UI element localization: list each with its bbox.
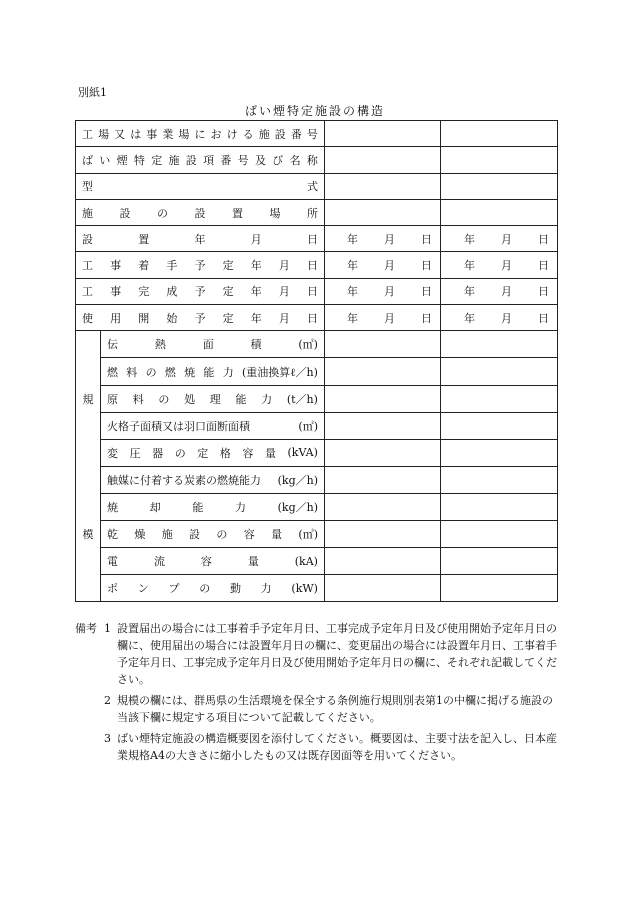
scale-value-field-1[interactable] <box>325 521 441 548</box>
label-char: 燥 <box>134 528 146 542</box>
label-char: 煙 <box>116 153 128 167</box>
scale-item-label <box>107 580 318 596</box>
label-char: び <box>272 153 284 167</box>
scale-value-field-2[interactable] <box>441 358 558 385</box>
date-unit-year: 年 <box>464 311 475 325</box>
label-char: 量 <box>264 446 276 460</box>
date-unit-day: 日 <box>538 232 549 246</box>
date-field-2[interactable] <box>441 252 558 278</box>
scale-value-field-1[interactable] <box>325 331 441 358</box>
label-char: 設 <box>274 127 286 141</box>
label-char: 予 <box>194 285 206 299</box>
label-char: 能 <box>203 365 215 379</box>
note-item <box>75 620 560 688</box>
label-char: 量 <box>271 528 283 542</box>
label-char: 年 <box>250 311 262 325</box>
scale-row <box>76 575 558 602</box>
label-char: 場 <box>269 206 281 220</box>
date-row-label <box>82 257 318 273</box>
scale-row <box>76 385 558 412</box>
row-facility-number <box>76 121 558 147</box>
unit-label: (kg／h) <box>277 473 318 487</box>
label-char: の <box>199 582 211 596</box>
date-unit-day: 日 <box>538 285 549 299</box>
label-char: 工 <box>82 259 93 273</box>
scale-item-label <box>107 391 318 407</box>
label-char: 番 <box>290 127 302 141</box>
location-field-1[interactable] <box>325 199 441 225</box>
date-unit-year: 年 <box>347 311 358 325</box>
label-char: 予 <box>194 259 206 273</box>
label-char: 力 <box>260 582 272 596</box>
label-char: 又 <box>114 127 126 141</box>
label-char: 項 <box>203 153 215 167</box>
row-location <box>76 199 558 225</box>
date-field-1[interactable] <box>325 305 441 331</box>
label-char: 熱 <box>154 338 166 352</box>
structure-form-table <box>75 120 558 602</box>
label-char: い <box>99 153 111 167</box>
label-char: 原 <box>107 392 118 406</box>
facility-number-field-1[interactable] <box>325 121 441 147</box>
unit-label: (kVA) <box>287 446 318 460</box>
label-char: 事 <box>146 127 158 141</box>
label-char: 年 <box>250 285 262 299</box>
attachment-label: 別紙1 <box>78 86 107 99</box>
label-char: 場 <box>98 127 110 141</box>
date-unit-month: 月 <box>501 259 512 273</box>
scale-value-field-2[interactable] <box>441 412 558 439</box>
label-char: 器 <box>152 446 164 460</box>
scale-item-label <box>107 364 318 380</box>
row-construction-complete-date <box>76 278 558 304</box>
label-char: ば <box>82 153 93 167</box>
label-char: の <box>216 528 228 542</box>
scale-item-label <box>107 336 318 352</box>
label-char: 設 <box>119 206 131 220</box>
label-char: 焼 <box>107 500 118 514</box>
label-char: 定 <box>151 153 163 167</box>
date-row-label <box>82 231 318 247</box>
label-char: 及 <box>254 153 266 167</box>
label-char: 始 <box>166 311 178 325</box>
scale-item-label <box>107 499 318 515</box>
label-char: 施 <box>161 528 173 542</box>
label-char: 称 <box>306 153 318 167</box>
label-char: プ <box>168 582 180 596</box>
scale-value-field-1[interactable] <box>325 439 441 466</box>
label-char: お <box>210 127 222 141</box>
unit-label: (t／h) <box>286 392 318 406</box>
scale-value-field-2[interactable] <box>441 331 558 358</box>
scale-row <box>76 466 558 493</box>
label-char: 量 <box>247 555 259 569</box>
label-char: 力 <box>261 392 273 406</box>
row-use-start-date <box>76 305 558 331</box>
label-char: 積 <box>250 338 262 352</box>
label-char: 処 <box>184 392 196 406</box>
label-char: 完 <box>138 285 150 299</box>
scale-item-label <box>107 553 318 569</box>
scale-item-label <box>107 445 318 461</box>
label-char: 事 <box>110 285 122 299</box>
label-char: 施 <box>258 127 270 141</box>
label-char: 開 <box>138 311 150 325</box>
note-text: ばい煙特定施設の構造概要図を添付してください。概要図は、主要寸法を記入し、日本産業規格A4の大きさに縮小したもの又は既存図面等を用いてください。 <box>117 732 557 762</box>
label-char: ン <box>137 582 149 596</box>
date-unit-month: 月 <box>384 311 395 325</box>
label-char: 号 <box>306 127 318 141</box>
date-unit-year: 年 <box>347 232 358 246</box>
label-char: 乾 <box>107 528 118 542</box>
label-char: 工 <box>82 127 93 141</box>
row-item-number-name <box>76 147 558 173</box>
label-char: 月 <box>250 232 262 246</box>
label-char: 使 <box>82 311 93 325</box>
location-label <box>82 205 318 221</box>
label-char: は <box>130 127 142 141</box>
scale-side-label <box>76 331 101 602</box>
label-char: 面 <box>202 338 214 352</box>
label-char: 年 <box>194 232 206 246</box>
scale-value-field-1[interactable] <box>325 412 441 439</box>
date-unit-day: 日 <box>421 259 432 273</box>
date-unit-day: 日 <box>421 285 432 299</box>
scale-row <box>76 412 558 439</box>
label-char: 工 <box>82 285 93 299</box>
label-char: ポ <box>107 582 118 596</box>
label-char: 設 <box>194 206 206 220</box>
notes-heading: 備考 <box>75 622 97 635</box>
label-char: 番 <box>220 153 232 167</box>
model-field-1[interactable] <box>325 173 441 199</box>
scale-row <box>76 521 558 548</box>
label-char: 料 <box>126 365 138 379</box>
date-unit-month: 月 <box>384 232 395 246</box>
page-title: ばい煙特定施設の構造 <box>244 104 385 118</box>
label-char: 容 <box>242 446 254 460</box>
facility-number-label <box>82 126 318 142</box>
label-char: の <box>157 206 168 220</box>
scale-row <box>76 358 558 385</box>
note-item <box>75 692 560 726</box>
scale-row <box>76 331 558 358</box>
label-char: 燃 <box>164 365 176 379</box>
scale-value-field-2[interactable] <box>441 385 558 412</box>
label-char: 焼 <box>184 365 196 379</box>
label-char: 施 <box>82 206 93 220</box>
scale-value-field-1[interactable] <box>325 385 441 412</box>
scale-value-field-2[interactable] <box>441 548 558 575</box>
date-field-1[interactable] <box>325 278 441 304</box>
scale-value-field-1[interactable] <box>325 548 441 575</box>
date-unit-month: 月 <box>501 285 512 299</box>
date-field-2[interactable] <box>441 278 558 304</box>
date-unit-day: 日 <box>538 311 549 325</box>
label-char: 流 <box>153 555 165 569</box>
row-construction-start-date <box>76 252 558 278</box>
scale-value-field-2[interactable] <box>441 439 558 466</box>
label-char: 予 <box>194 311 206 325</box>
label-char: 容 <box>200 555 212 569</box>
date-field-1[interactable] <box>325 226 441 252</box>
label-char: 業 <box>162 127 174 141</box>
date-unit-year: 年 <box>347 259 358 273</box>
label-char: 燃 <box>107 365 118 379</box>
scale-side-char: 規 <box>82 392 94 406</box>
unit-label: (㎥) <box>298 528 318 542</box>
unit-label: (㎡) <box>298 419 318 433</box>
row-install-date <box>76 226 558 252</box>
item-number-name-field-1[interactable] <box>325 147 441 173</box>
date-unit-month: 月 <box>501 311 512 325</box>
label-char: 能 <box>192 500 204 514</box>
label-char: 所 <box>307 206 318 220</box>
unit-label: (kg／h) <box>277 500 318 514</box>
date-row-label <box>82 310 318 326</box>
date-unit-day: 日 <box>421 232 432 246</box>
location-field-2[interactable] <box>441 199 558 225</box>
label-char: 定 <box>222 259 234 273</box>
scale-item-label <box>107 526 318 542</box>
label-char: 容 <box>243 528 255 542</box>
label-char: 名 <box>289 153 301 167</box>
label-char: る <box>242 127 254 141</box>
model-field-2[interactable] <box>441 173 558 199</box>
date-unit-year: 年 <box>464 285 475 299</box>
label-char: け <box>226 127 238 141</box>
label-char: 電 <box>107 555 118 569</box>
date-unit-day: 日 <box>538 259 549 273</box>
note-number: 3 <box>104 732 111 745</box>
label-char: 却 <box>149 500 161 514</box>
label-char: 料 <box>132 392 144 406</box>
label-char: 月 <box>278 259 290 273</box>
note-item <box>75 730 560 764</box>
model-label-b: 式 <box>307 180 318 194</box>
date-unit-month: 月 <box>384 259 395 273</box>
unit-label: (㎡) <box>298 338 318 352</box>
row-model <box>76 173 558 199</box>
label-char: 日 <box>307 285 318 299</box>
label-char: 成 <box>166 285 178 299</box>
notes-section <box>75 620 560 768</box>
date-unit-year: 年 <box>464 259 475 273</box>
scale-side-char: 模 <box>82 527 94 541</box>
label-char: 置 <box>138 232 150 246</box>
label-char: の <box>158 392 170 406</box>
label-char: の <box>174 446 186 460</box>
label-char: 用 <box>110 311 122 325</box>
label-char: 動 <box>229 582 241 596</box>
note-number: 2 <box>104 694 111 707</box>
scale-value-field-2[interactable] <box>441 575 558 602</box>
model-label-a: 型 <box>82 180 93 194</box>
label-char: 特 <box>133 153 145 167</box>
label-char: 施 <box>168 153 180 167</box>
unit-label: (kW) <box>291 581 318 595</box>
label-char: 変 <box>107 446 118 460</box>
label-char: 力 <box>222 365 234 379</box>
label-char: 力 <box>234 500 246 514</box>
label-char: 着 <box>138 259 150 273</box>
label-char: 置 <box>232 206 243 220</box>
label-char: 設 <box>82 232 93 246</box>
label-char: 日 <box>307 311 318 325</box>
scale-row <box>76 493 558 520</box>
label-char: 日 <box>307 232 318 246</box>
label-char: 定 <box>222 311 234 325</box>
scale-value-field-1[interactable] <box>325 493 441 520</box>
date-field-2[interactable] <box>441 226 558 252</box>
label-char: 年 <box>250 259 262 273</box>
label-char: 号 <box>237 153 249 167</box>
unit-label: (重油換算ℓ／h) <box>241 365 318 379</box>
date-unit-month: 月 <box>501 232 512 246</box>
scale-value-field-2[interactable] <box>441 466 558 493</box>
label-char: 格 <box>219 446 231 460</box>
label-char: 定 <box>222 285 234 299</box>
date-unit-year: 年 <box>347 285 358 299</box>
date-unit-month: 月 <box>384 285 395 299</box>
unit-label: (kA) <box>294 554 318 568</box>
label-char: 事 <box>110 259 122 273</box>
label-char: 伝 <box>107 338 118 352</box>
label-char: に <box>194 127 206 141</box>
date-unit-day: 日 <box>421 311 432 325</box>
date-field-2[interactable] <box>441 305 558 331</box>
label-char: 手 <box>166 259 178 273</box>
note-text: 設置届出の場合には工事着手予定年月日、工事完成予定年月日及び使用開始予定年月日の欄に、使用届出の場合には設置年月日の欄に、変更届出の場合には設置年月日、工事着手予定年月日、工事完成予定年月日及び使用開始予定年月日の欄に、それぞれ記載してください。 <box>117 622 557 686</box>
label-char: 定 <box>197 446 209 460</box>
label-char: 日 <box>307 259 318 273</box>
label-char: 設 <box>189 528 201 542</box>
note-number: 1 <box>104 622 111 635</box>
scale-item-label <box>107 472 318 488</box>
scale-value-field-1[interactable] <box>325 466 441 493</box>
scale-value-field-2[interactable] <box>441 493 558 520</box>
label-char: 圧 <box>129 446 141 460</box>
label-char: 触媒に付着する炭素の燃焼能力 <box>107 473 261 487</box>
model-label <box>82 178 318 194</box>
date-unit-year: 年 <box>464 232 475 246</box>
label-char: 火格子面積又は羽口面断面積 <box>107 419 250 433</box>
scale-value-field-1[interactable] <box>325 575 441 602</box>
facility-number-field-2[interactable] <box>441 121 558 147</box>
label-char: 場 <box>178 127 190 141</box>
date-row-label <box>82 283 318 299</box>
scale-row <box>76 439 558 466</box>
label-char: 設 <box>185 153 197 167</box>
scale-value-field-2[interactable] <box>441 521 558 548</box>
label-char: 月 <box>278 285 290 299</box>
date-field-1[interactable] <box>325 252 441 278</box>
label-char: 月 <box>278 311 290 325</box>
note-text: 規模の欄には、群馬県の生活環境を保全する条例施行規則別表第1の中欄に掲げる施設の当該下欄に規定する項目について記載してください。 <box>117 694 553 724</box>
scale-row <box>76 548 558 575</box>
label-char: の <box>145 365 157 379</box>
label-char: 理 <box>209 392 221 406</box>
scale-item-label <box>107 418 318 434</box>
item-number-name-field-2[interactable] <box>441 147 558 173</box>
scale-value-field-1[interactable] <box>325 358 441 385</box>
item-number-name-label <box>82 152 318 168</box>
label-char: 能 <box>235 392 247 406</box>
